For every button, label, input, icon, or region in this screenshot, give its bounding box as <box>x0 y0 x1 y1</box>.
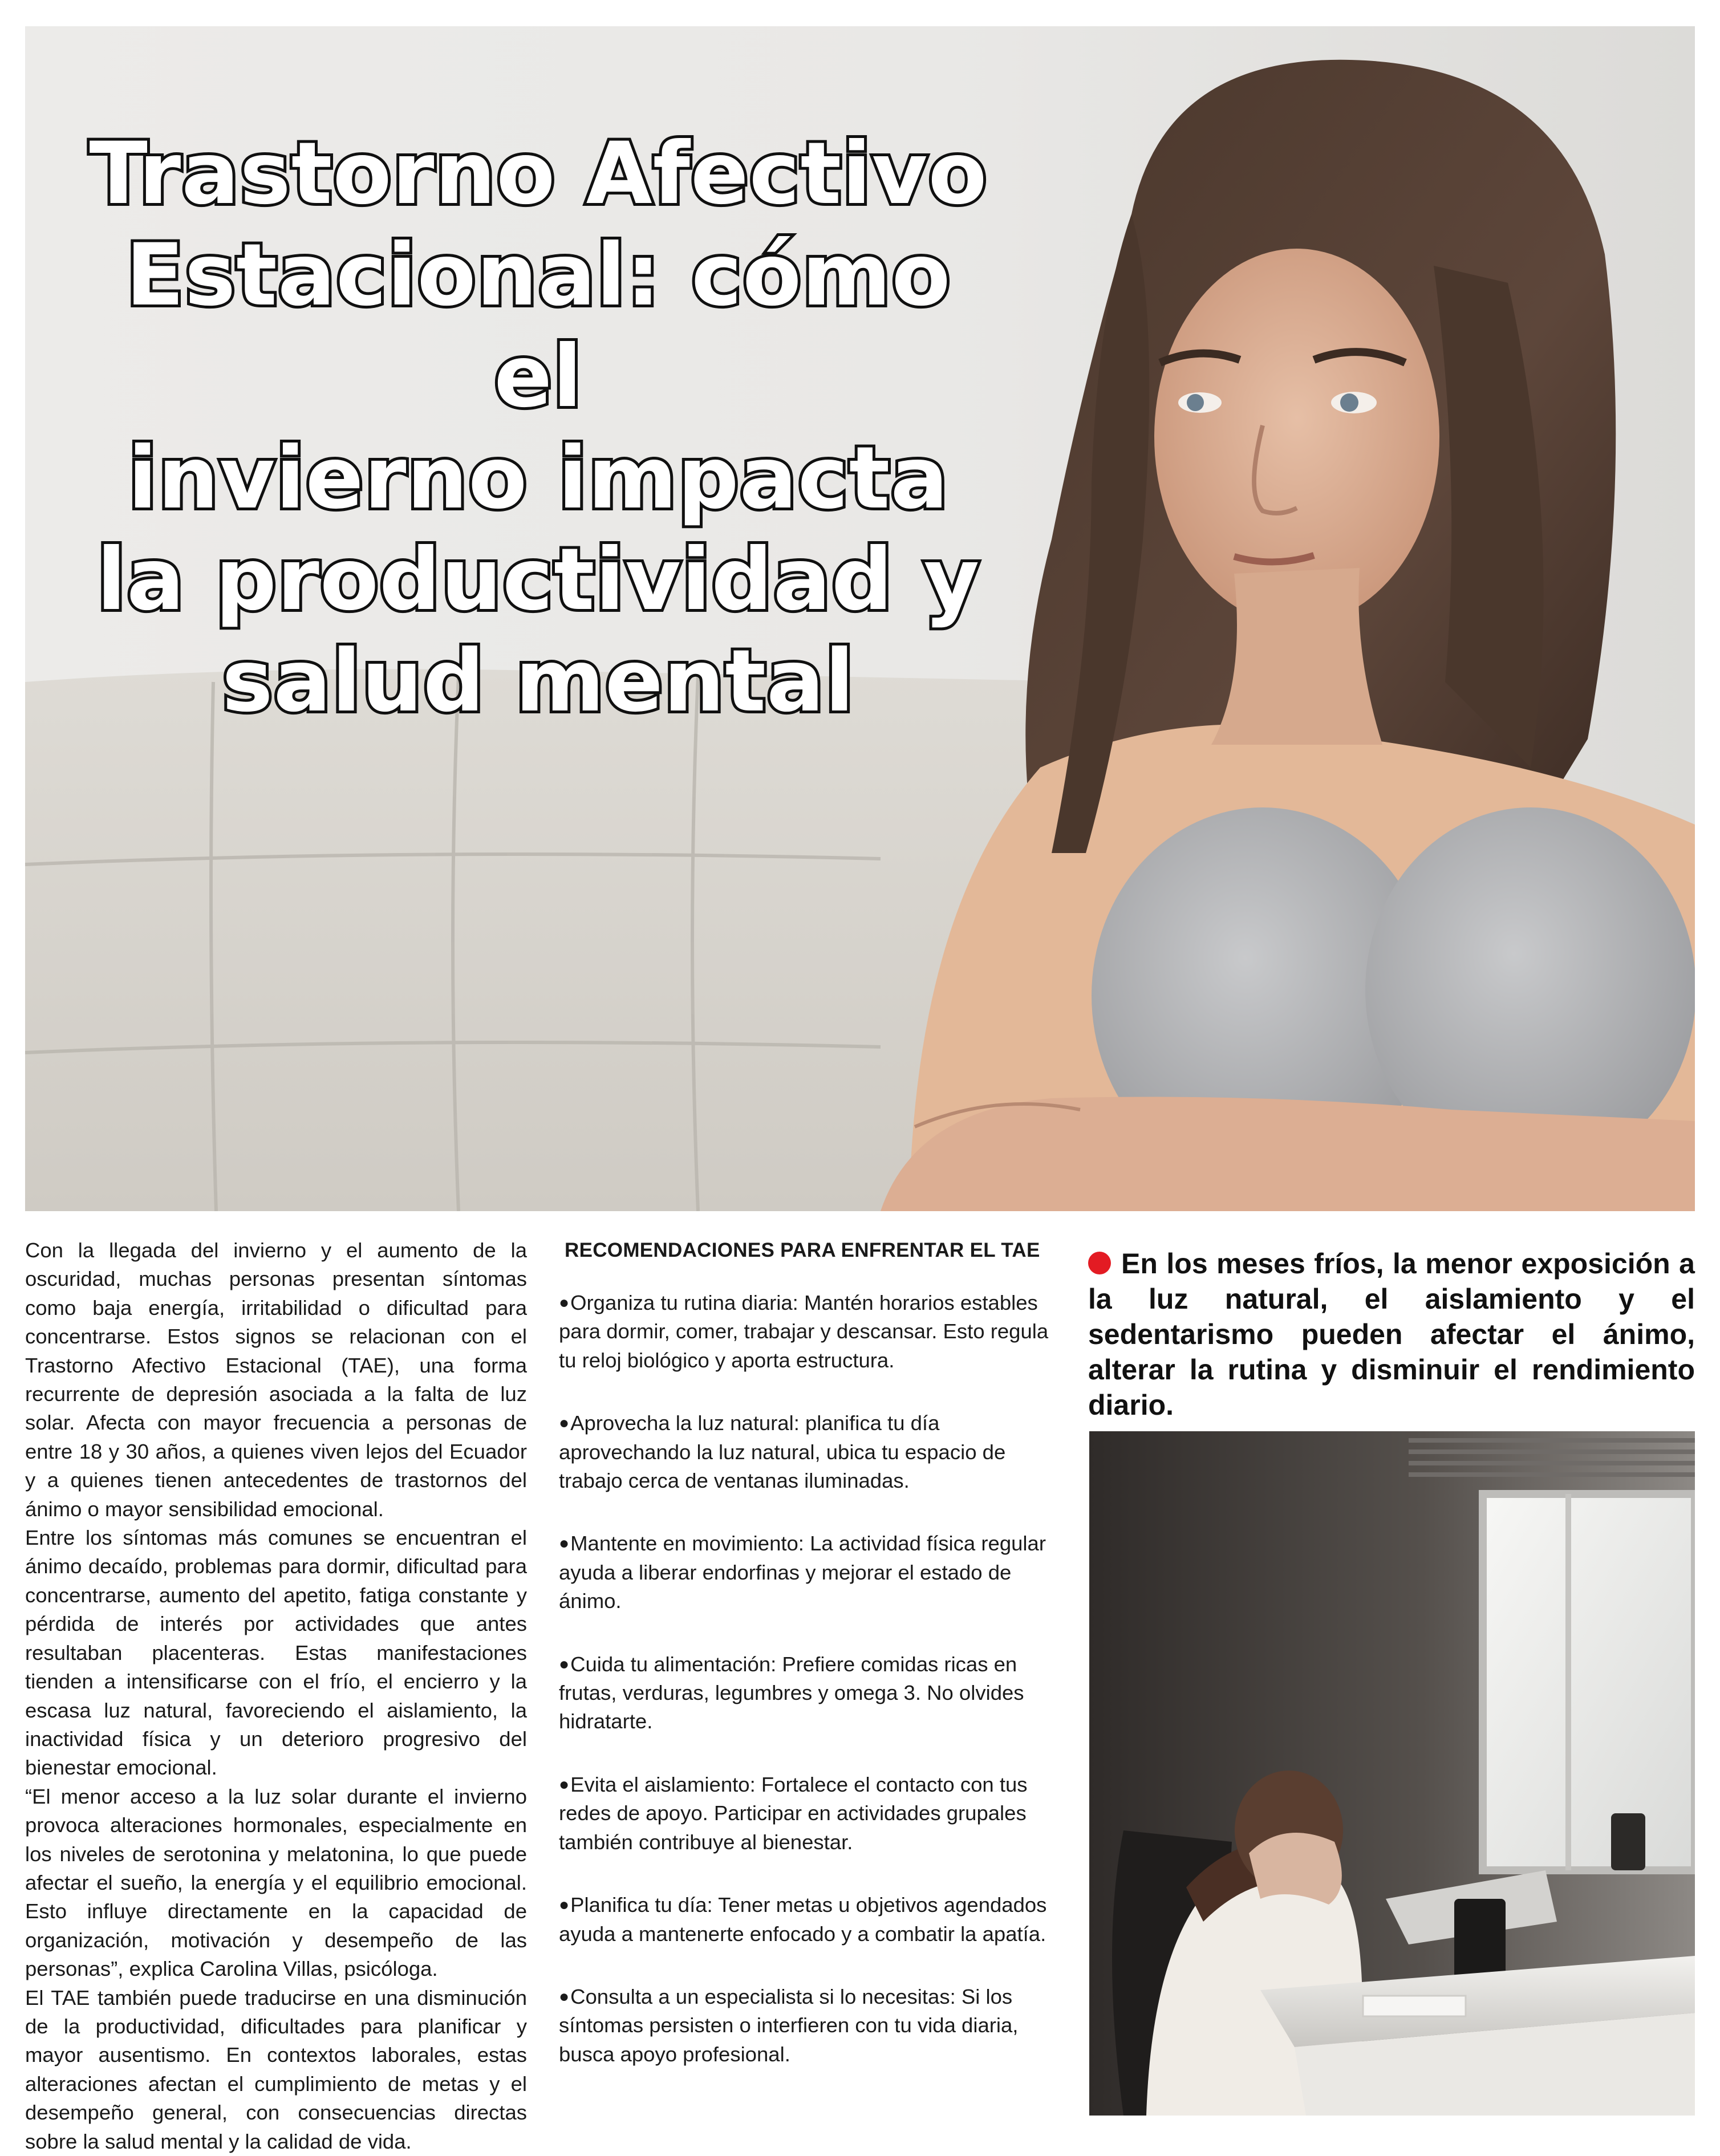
headline-line: invierno impacta <box>128 429 949 528</box>
headline-line: la productividad y <box>96 530 980 630</box>
bullet-icon: ● <box>559 1895 570 1915</box>
recommendation-item <box>559 1529 1061 1615</box>
headline-line: Trastorno Afectivo <box>89 124 988 224</box>
recommendation-item <box>559 1289 1061 1375</box>
bullet-icon: ● <box>559 1414 570 1433</box>
article-paragraph: El TAE también puede traducirse en una disminución de la productividad, dificultades para planificar y mayor ausentismo. En contextos laborales, estas alteraciones afectan el cumplimiento de metas y el desempeño general, con consecuencias directas sobre la salud mental y la calidad de vida. <box>25 1986 527 2153</box>
recommendation-text: Mantente en movimiento: La actividad física regular ayuda a liberar endorfinas y mejorar el estado de ánimo. <box>559 1532 1046 1613</box>
red-dot-icon <box>1088 1252 1111 1274</box>
recommendation-text: Consulta a un especialista si lo necesitas: Si los síntomas persisten o interfieren con tu vida diaria, busca apoyo profesional. <box>559 1984 1019 2066</box>
pull-quote <box>1088 1246 1695 1423</box>
recommendation-text: Cuida tu alimentación: Prefiere comidas ricas en frutas, verduras, legumbres y omega 3. No olvides hidratarte. <box>559 1652 1024 1733</box>
recommendation-text: Aprovecha la luz natural: planifica tu día aprovechando la luz natural, ubica tu espacio de trabajo cerca de ventanas iluminadas. <box>559 1411 1006 1493</box>
recommendations <box>559 1236 1061 2069</box>
desk-illustration <box>1089 1431 1695 2116</box>
headline-line: Estacional: cómo el <box>125 226 951 427</box>
pull-quote-column <box>1088 1246 1695 1423</box>
bullet-icon: ● <box>559 1654 570 1674</box>
recommendation-text: Planifica tu día: Tener metas u objetivos agendados ayuda a mantenerte enfocado y a combatir la apatía. <box>559 1893 1047 1946</box>
secondary-photo <box>1089 1431 1695 2116</box>
recommendation-text: Organiza tu rutina diaria: Mantén horarios estables para dormir, comer, trabajar y descansar. Esto regula tu reloj biológico y aporta estructura. <box>559 1291 1049 1372</box>
article-paragraph: “El menor acceso a la luz solar durante el invierno provoca alteraciones hormonales, especialmente en los niveles de serotonina y melatonina, lo que puede afectar el sueño, la energía y el equilibrio emocional. Esto influye directamente en la capacidad de organización, motivación y desempeño de las personas”, explica Carolina Villas, psicóloga. <box>25 1784 527 1981</box>
recommendation-item <box>559 1983 1061 2069</box>
bullet-icon: ● <box>559 1987 570 2006</box>
recommendation-item <box>559 1771 1061 1857</box>
bullet-icon: ● <box>559 1775 570 1794</box>
recommendation-item <box>559 1650 1061 1736</box>
article-body <box>25 1236 527 2156</box>
recommendations-title: RECOMENDACIONES PARA ENFRENTAR EL TAE <box>565 1239 1040 1261</box>
bullet-icon: ● <box>559 1534 570 1553</box>
recommendation-item <box>559 1409 1061 1495</box>
recommendation-item <box>559 1891 1061 1948</box>
hero-photo <box>25 26 1695 1211</box>
article-paragraph: Con la llegada del invierno y el aumento de la oscuridad, muchas personas presentan síntomas como baja energía, irritabilidad o dificultad para concentrarse. Estos signos se relacionan con el Trastorno Afectivo Estacional (TAE), una forma recurrente de depresión asociada a la falta de luz solar. Afecta con mayor frecuencia a personas de entre 18 y 30 años, a quienes viven lejos del Ecuador y a quienes tienen antecedentes de trastornos del ánimo o mayor sensibilidad emocional. <box>25 1239 527 1521</box>
bullet-icon: ● <box>559 1293 570 1312</box>
pull-quote-text: En los meses fríos, la menor exposición a la luz natural, el aislamiento y el sedentarismo pueden afectar el ánimo, alterar la rutina y disminuir el rendimiento diario. <box>1088 1248 1695 1421</box>
article-paragraph: Entre los síntomas más comunes se encuentran el ánimo decaído, problemas para dormir, dificultad para concentrarse, aumento del apetito, fatiga constante y pérdida de interés por actividades que antes resultaban placenteras. Estas manifestaciones tienden a intensificarse con el frío, el encierro y la escasa luz natural, favoreciendo el aislamiento, la inactividad física y un deterioro progresivo del bienestar emocional. <box>25 1526 527 1780</box>
headline <box>71 123 1006 732</box>
recommendation-text: Evita el aislamiento: Fortalece el contacto con tus redes de apoyo. Participar en actividades grupales también contribuye al bienestar. <box>559 1772 1028 1854</box>
headline-line: salud mental <box>222 632 855 731</box>
